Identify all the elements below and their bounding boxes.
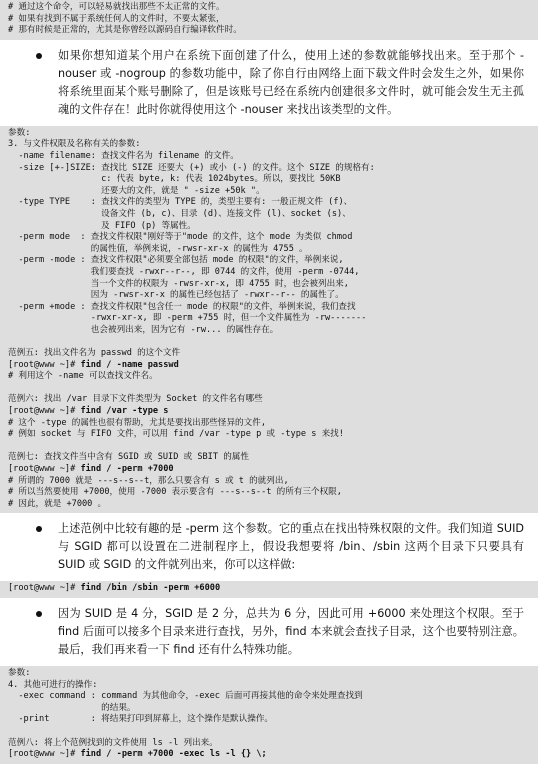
bullet-paragraph	[0, 598, 538, 666]
code-block-exec	[0, 666, 538, 764]
code-line: # 所谓的 7000 就是 ---s--s--t，那么只要含有 s 或 t 的就列出,	[8, 475, 289, 486]
code-line: 范例六: 找出 /var 目录下文件类型为 Socket 的文件名有哪些	[8, 394, 263, 405]
command-text: find / -perm +7000	[80, 464, 174, 474]
code-block-command	[0, 581, 538, 598]
code-line: -rwxr-xr-x, 即 -perm +755 时，但一个文件属性为 -rw-------	[8, 313, 367, 324]
code-line: # 那有时候是正常的，尤其是你曾经以源码自行编译软件时。	[8, 25, 242, 36]
code-line: 还要大的文件，就是 " -size +50k "。	[8, 185, 265, 196]
bullet-paragraph	[0, 513, 538, 581]
code-line: 我们要查找 -rwxr--r--, 即 0744 的文件，使用 -perm -0744,	[8, 266, 360, 277]
code-line: 也会被列出来，因为它有 -rw... 的属性存在。	[8, 324, 279, 335]
code-line: 当一个文件的权限为 -rwsr-xr-x, 即 4755 时，也会被列出来,	[8, 278, 349, 289]
code-line: -size [+-]SIZE: 查找比 SIZE 还要大 (+) 或小 (-) 的文件。这个 SIZE 的规格有:	[8, 162, 375, 173]
code-line: 及 FIFO (p) 等属性。	[8, 220, 196, 231]
code-line	[8, 336, 530, 348]
code-line: 参数:	[8, 127, 31, 138]
code-line: c: 代表 byte, k: 代表 1024bytes。所以，要找比 50KB	[8, 174, 341, 185]
code-line: 的属性值，举例来说，-rwsr-xr-x 的属性为 4755 。	[8, 243, 308, 254]
code-line: 范例五: 找出文件名为 passwd 的这个文件	[8, 348, 181, 359]
code-line: 4. 其他可进行的操作:	[8, 679, 98, 690]
code-block-notes	[0, 0, 538, 40]
bullet-dot-icon	[36, 526, 42, 532]
code-line: # 如果有找到不属于系统任何人的文件时，不要太紧张，	[8, 13, 225, 24]
code-line: -perm -mode : 查找文件权限"必须要全部包括 mode 的权限"的文件，举例来说,	[8, 255, 344, 266]
code-line: [root@www ~]# find / -perm +7000 -exec ls -l {} \;	[8, 749, 267, 760]
code-block-parameters	[0, 126, 538, 514]
code-line: 3. 与文件权限及名称有关的参数:	[8, 139, 141, 150]
code-line: [root@www ~]# find / -name passwd	[8, 359, 179, 370]
code-line	[8, 726, 530, 738]
code-line: -exec command : command 为其他命令，-exec 后面可再接其他的命令来处理查找到	[8, 691, 363, 702]
code-line	[8, 441, 530, 453]
code-line: [root@www ~]# find /bin /sbin -perm +6000	[8, 583, 221, 594]
code-line: 因为 -rwsr-xr-x 的属性已经包括了 -rwxr--r-- 的属性了。	[8, 290, 344, 301]
code-line: # 因此，就是 +7000 。	[8, 498, 107, 509]
code-line: # 利用这个 -name 可以查找文件名。	[8, 371, 158, 382]
code-line: 范例七: 查找文件当中含有 SGID 或 SUID 或 SBIT 的属性	[8, 452, 249, 463]
bullet-dot-icon	[36, 53, 42, 59]
code-line: # 例如 socket 与 FIFO 文件，可以用 find /var -type p 或 -type s 来找!	[8, 429, 344, 440]
bullet-paragraph	[0, 40, 538, 126]
code-line: -name filename: 查找文件名为 filename 的文件。	[8, 150, 239, 161]
code-line: 范例八: 将上个范例找到的文件使用 ls -l 列出来。	[8, 737, 218, 748]
bullet-text: 上述范例中比较有趣的是 -perm 这个参数。它的重点在找出特殊权限的文件。我们知道 SUID 与 SGID 都可以设置在二进制程序上，假设我想要将 /bin、/sbin 这两个目录下只要具有 SUID 或 SGID 的文件就列出来，你可以这样做:	[58, 522, 524, 572]
code-line: [root@www ~]# find / -perm +7000	[8, 464, 174, 474]
code-line: -perm +mode : 查找文件权限"包含任一 mode 的权限"的文件，举例来说，我们查找	[8, 301, 356, 312]
code-line: -type TYPE : 查找文件的类型为 TYPE 的，类型主要有: 一般正规文件 (f)、	[8, 197, 353, 208]
command-text: find / -name passwd	[80, 359, 179, 370]
code-line: -perm mode : 查找文件权限"刚好等于"mode 的文件，这个 mode 为类似 chmod	[8, 232, 353, 243]
command-text: find /var -type s	[80, 406, 169, 417]
bullet-text: 如果你想知道某个用户在系统下面创建了什么，使用上述的参数就能够找出来。至于那个 -nouser 或 -nogroup 的参数功能中，除了你自行由网络上面下载文件时会发生之外，如果你将系统里面某个账号删除了，但是该账号已经在系统内创建很多文件时，就可能会发生无主孤魂的文件存在！此时你就得使用这个 -nouser 来找出该类型的文件。	[58, 48, 524, 116]
code-line: 的结果。	[8, 702, 136, 713]
code-line	[8, 383, 530, 395]
code-line: # 所以当然要使用 +7000，使用 -7000 表示要含有 ---s--s--t 的所有三个权限,	[8, 487, 342, 498]
code-line: 设备文件 (b, c)、目录 (d)、连接文件 (l)、socket (s)、	[8, 208, 351, 219]
code-line: # 这个 -type 的属性也很有帮助，尤其是要找出那些怪异的文件,	[8, 417, 266, 428]
bullet-dot-icon	[36, 611, 42, 617]
code-line: # 通过这个命令，可以轻易就找出那些不太正常的文件。	[8, 2, 225, 12]
command-text: find / -perm +7000 -exec ls -l {} \;	[80, 749, 267, 760]
command-text: find /bin /sbin -perm +6000	[80, 583, 221, 594]
code-line: -print : 将结果打印到屏幕上，这个操作是默认操作。	[8, 714, 274, 725]
code-line: 参数:	[8, 667, 31, 678]
bullet-text: 因为 SUID 是 4 分，SGID 是 2 分，总共为 6 分，因此可用 +6000 来处理这个权限。至于 find 后面可以接多个目录来进行查找，另外，find 本来就会查找子目录，这个也要特别注意。最后，我们再来看一下 find 还有什么特殊功能。	[58, 606, 524, 656]
code-line: [root@www ~]# find /var -type s	[8, 406, 169, 417]
